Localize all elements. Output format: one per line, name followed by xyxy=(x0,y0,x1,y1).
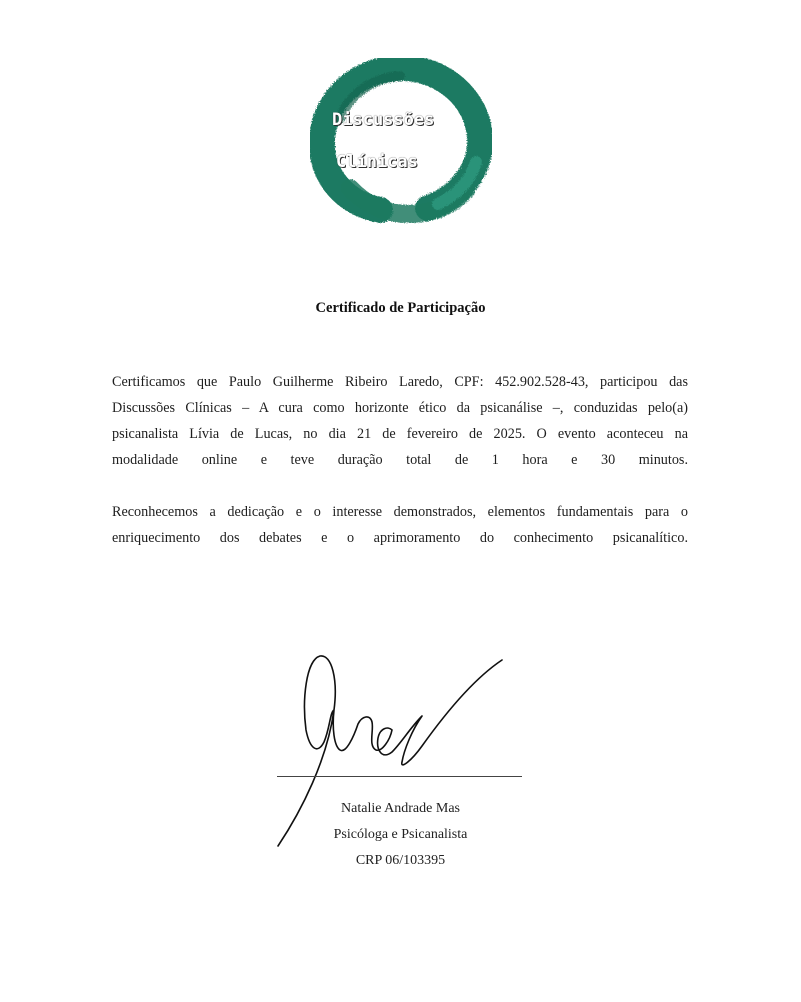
paragraph-line: enriquecimento dos debates e o aprimoramento do conhecimento psicanalítico. xyxy=(112,530,688,546)
logo-text-clinicas: Clínicas xyxy=(336,152,418,172)
paragraph-line: Certificamos que Paulo Guilherme Ribeiro Laredo, CPF: 452.902.528-43, participou das xyxy=(112,374,688,390)
paragraph-line: Discussões Clínicas – A cura como horizonte ético da psicanálise –, conduzidas pelo(a) xyxy=(112,400,688,416)
paragraph-line: Reconhecemos a dedicação e o interesse demonstrados, elementos fundamentais para o xyxy=(112,504,688,520)
signatory-role: Psicóloga e Psicanalista xyxy=(333,827,468,842)
certificate-paragraph-2 xyxy=(112,499,688,551)
signature-line xyxy=(277,776,522,777)
signatory-name: Natalie Andrade Mas xyxy=(341,801,460,816)
signatory-registration: CRP 06/103395 xyxy=(355,853,446,868)
certificate-paragraph-1 xyxy=(112,369,688,473)
logo-text-discussoes: Discussões xyxy=(332,110,435,130)
paragraph-line: psicanalista Lívia de Lucas, no dia 21 de fevereiro de 2025. O evento aconteceu na xyxy=(112,426,688,442)
handwritten-signature xyxy=(272,650,512,850)
discussoes-clinicas-logo xyxy=(310,58,492,230)
paragraph-line: modalidade online e teve duração total de 1 hora e 30 minutos. xyxy=(112,452,688,468)
enso-ring-icon xyxy=(310,58,492,230)
certificate-title: Certificado de Participação xyxy=(315,300,486,316)
